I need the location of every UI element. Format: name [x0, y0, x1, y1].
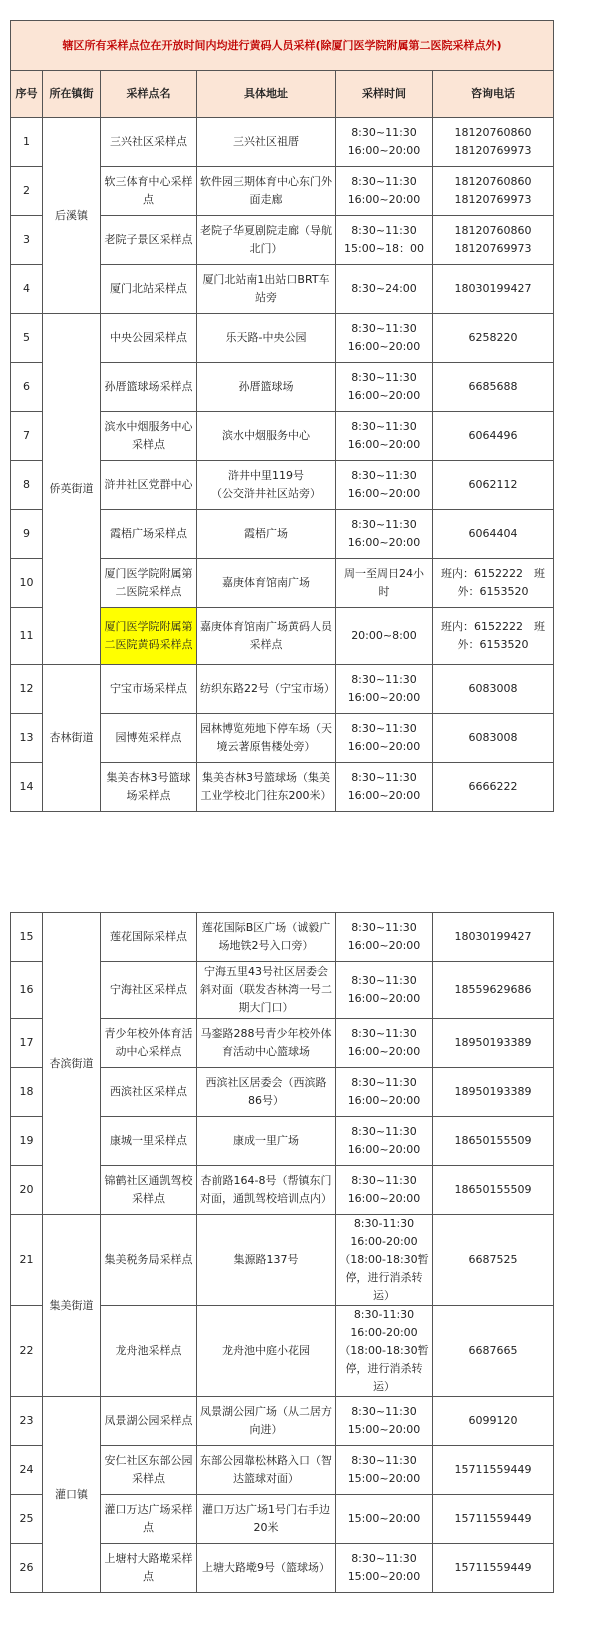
row-number: 24 — [11, 1446, 43, 1495]
site-name: 厦门医学院附属第二医院采样点 — [101, 559, 197, 608]
header-address: 具体地址 — [197, 71, 336, 118]
table-row — [11, 665, 554, 714]
contact-phone: 班内：6152222 班外：6153520 — [433, 608, 554, 665]
site-name: 凤景湖公园采样点 — [101, 1397, 197, 1446]
sampling-table-page2 — [10, 912, 554, 1593]
site-name: 集美税务局采样点 — [101, 1215, 197, 1306]
town-name: 灌口镇 — [43, 1397, 101, 1593]
sampling-time: 8:30~11:30 16:00~20:00 — [336, 962, 433, 1019]
site-name: 安仁社区东部公园采样点 — [101, 1446, 197, 1495]
sampling-time: 8:30~11:30 15:00~20:00 — [336, 1544, 433, 1593]
row-number: 23 — [11, 1397, 43, 1446]
site-name: 孙厝篮球场采样点 — [101, 363, 197, 412]
sampling-time: 8:30-11:30 16:00-20:00（18:00-18:30暂停，进行消杀转运） — [336, 1306, 433, 1397]
row-number: 25 — [11, 1495, 43, 1544]
contact-phone: 15711559449 — [433, 1544, 554, 1593]
site-name: 莲花国际采样点 — [101, 913, 197, 962]
site-name: 龙舟池采样点 — [101, 1306, 197, 1397]
site-name: 软三体育中心采样点 — [101, 167, 197, 216]
table-row — [11, 1397, 554, 1446]
site-address: 西滨社区居委会（西滨路86号） — [197, 1068, 336, 1117]
header-site: 采样点名 — [101, 71, 197, 118]
table-row — [11, 314, 554, 363]
sampling-time: 8:30~11:30 16:00~20:00 — [336, 1117, 433, 1166]
contact-phone: 18120760860 18120769973 — [433, 118, 554, 167]
contact-phone: 18120760860 18120769973 — [433, 216, 554, 265]
header-town: 所在镇街 — [43, 71, 101, 118]
sampling-time: 8:30~11:30 16:00~20:00 — [336, 1068, 433, 1117]
row-number: 9 — [11, 510, 43, 559]
contact-phone: 6685688 — [433, 363, 554, 412]
sampling-time: 15:00~20:00 — [336, 1495, 433, 1544]
row-number: 8 — [11, 461, 43, 510]
sampling-table-page1 — [10, 20, 554, 812]
sampling-time: 8:30~24:00 — [336, 265, 433, 314]
site-address: 纺织东路22号（宁宝市场） — [197, 665, 336, 714]
site-name: 青少年校外体育活动中心采样点 — [101, 1019, 197, 1068]
site-address: 三兴社区祖厝 — [197, 118, 336, 167]
sampling-time: 8:30~11:30 15:00~18：00 — [336, 216, 433, 265]
contact-phone: 15711559449 — [433, 1495, 554, 1544]
site-name: 三兴社区采样点 — [101, 118, 197, 167]
site-address: 乐天路-中央公园 — [197, 314, 336, 363]
site-name: 中央公园采样点 — [101, 314, 197, 363]
contact-phone: 18650155509 — [433, 1166, 554, 1215]
contact-phone: 6258220 — [433, 314, 554, 363]
contact-phone: 班内：6152222 班外：6153520 — [433, 559, 554, 608]
contact-phone: 6687665 — [433, 1306, 554, 1397]
town-name: 后溪镇 — [43, 118, 101, 314]
contact-phone: 6666222 — [433, 763, 554, 812]
site-address: 集美杏林3号篮球场（集美工业学校北门往东200米） — [197, 763, 336, 812]
site-name: 浒井社区党群中心 — [101, 461, 197, 510]
site-name: 锦鹤社区通凯驾校采样点 — [101, 1166, 197, 1215]
page1-body — [11, 118, 554, 812]
contact-phone: 18950193389 — [433, 1068, 554, 1117]
site-address: 园林博览苑地下停车场（天境云著原售楼处旁） — [197, 714, 336, 763]
header-no: 序号 — [11, 71, 43, 118]
site-name: 宁海社区采样点 — [101, 962, 197, 1019]
site-name: 上塘村大路墘采样点 — [101, 1544, 197, 1593]
sampling-time: 8:30~11:30 16:00~20:00 — [336, 167, 433, 216]
site-address: 嘉庚体育馆南广场 — [197, 559, 336, 608]
site-name: 霞梧广场采样点 — [101, 510, 197, 559]
site-address: 霞梧广场 — [197, 510, 336, 559]
sampling-time: 8:30~11:30 16:00~20:00 — [336, 412, 433, 461]
sampling-time: 20:00~8:00 — [336, 608, 433, 665]
sampling-time: 8:30~11:30 16:00~20:00 — [336, 363, 433, 412]
row-number: 10 — [11, 559, 43, 608]
contact-phone: 15711559449 — [433, 1446, 554, 1495]
site-address: 滨水中烟服务中心 — [197, 412, 336, 461]
row-number: 3 — [11, 216, 43, 265]
sampling-time: 8:30~11:30 16:00~20:00 — [336, 913, 433, 962]
row-number: 18 — [11, 1068, 43, 1117]
row-number: 26 — [11, 1544, 43, 1593]
header-phone: 咨询电话 — [433, 71, 554, 118]
site-name: 园博苑采样点 — [101, 714, 197, 763]
contact-phone: 18559629686 — [433, 962, 554, 1019]
row-number: 4 — [11, 265, 43, 314]
table-row — [11, 118, 554, 167]
contact-phone: 6687525 — [433, 1215, 554, 1306]
contact-phone: 18030199427 — [433, 265, 554, 314]
row-number: 13 — [11, 714, 43, 763]
header-time: 采样时间 — [336, 71, 433, 118]
site-address: 宁海五里43号社区居委会斜对面（联发杏林湾一号二期大门口） — [197, 962, 336, 1019]
site-address: 凤景湖公园广场（从二居方向进） — [197, 1397, 336, 1446]
site-name: 西滨社区采样点 — [101, 1068, 197, 1117]
site-address: 嘉庚体育馆南广场黄码人员采样点 — [197, 608, 336, 665]
sampling-time: 8:30~11:30 16:00~20:00 — [336, 665, 433, 714]
contact-phone: 18120760860 18120769973 — [433, 167, 554, 216]
sampling-time: 8:30~11:30 15:00~20:00 — [336, 1397, 433, 1446]
sampling-time: 8:30-11:30 16:00-20:00（18:00-18:30暂停，进行消杀转运） — [336, 1215, 433, 1306]
site-address: 浒井中里119号 （公交浒井社区站旁） — [197, 461, 336, 510]
row-number: 20 — [11, 1166, 43, 1215]
site-address: 龙舟池中庭小花园 — [197, 1306, 336, 1397]
table-title: 辖区所有采样点位在开放时间内均进行黄码人员采样(除厦门医学院附属第二医院采样点外) — [11, 21, 554, 71]
sampling-time: 8:30~11:30 16:00~20:00 — [336, 714, 433, 763]
site-address: 东部公园靠松林路入口（智达篮球对面） — [197, 1446, 336, 1495]
row-number: 5 — [11, 314, 43, 363]
sampling-time: 8:30~11:30 15:00~20:00 — [336, 1446, 433, 1495]
site-address: 孙厝篮球场 — [197, 363, 336, 412]
town-name: 侨英街道 — [43, 314, 101, 665]
site-address: 马銮路288号青少年校外体育活动中心篮球场 — [197, 1019, 336, 1068]
contact-phone: 6064496 — [433, 412, 554, 461]
site-name: 集美杏林3号篮球场采样点 — [101, 763, 197, 812]
site-address: 灌口万达广场1号门右手边20米 — [197, 1495, 336, 1544]
contact-phone: 6083008 — [433, 665, 554, 714]
table-row — [11, 1215, 554, 1306]
contact-phone: 18030199427 — [433, 913, 554, 962]
site-name: 宁宝市场采样点 — [101, 665, 197, 714]
contact-phone: 18950193389 — [433, 1019, 554, 1068]
row-number: 2 — [11, 167, 43, 216]
sampling-time: 8:30~11:30 16:00~20:00 — [336, 118, 433, 167]
row-number: 21 — [11, 1215, 43, 1306]
site-address: 厦门北站南1出站口BRT车站旁 — [197, 265, 336, 314]
site-name: 康城一里采样点 — [101, 1117, 197, 1166]
site-address: 上塘大路墘9号（篮球场） — [197, 1544, 336, 1593]
contact-phone: 6062112 — [433, 461, 554, 510]
site-name: 滨水中烟服务中心采样点 — [101, 412, 197, 461]
site-address: 老院子华夏剧院走廊（导航北门） — [197, 216, 336, 265]
row-number: 7 — [11, 412, 43, 461]
row-number: 6 — [11, 363, 43, 412]
row-number: 19 — [11, 1117, 43, 1166]
row-number: 1 — [11, 118, 43, 167]
site-name: 厦门医学院附属第二医院黄码采样点 — [101, 608, 197, 665]
row-number: 11 — [11, 608, 43, 665]
row-number: 16 — [11, 962, 43, 1019]
contact-phone: 6099120 — [433, 1397, 554, 1446]
contact-phone: 6083008 — [433, 714, 554, 763]
site-address: 杏前路164-8号（帮镇东门对面，通凯驾校培训点内） — [197, 1166, 336, 1215]
town-name: 集美街道 — [43, 1215, 101, 1397]
sampling-time: 8:30~11:30 16:00~20:00 — [336, 314, 433, 363]
site-name: 老院子景区采样点 — [101, 216, 197, 265]
sampling-time: 8:30~11:30 16:00~20:00 — [336, 461, 433, 510]
row-number: 14 — [11, 763, 43, 812]
sampling-time: 8:30~11:30 16:00~20:00 — [336, 1166, 433, 1215]
row-number: 15 — [11, 913, 43, 962]
row-number: 17 — [11, 1019, 43, 1068]
site-address: 莲花国际B区广场（诚毅广场地铁2号入口旁） — [197, 913, 336, 962]
site-address: 集源路137号 — [197, 1215, 336, 1306]
row-number: 12 — [11, 665, 43, 714]
row-number: 22 — [11, 1306, 43, 1397]
site-address: 软件园三期体育中心东门外面走廊 — [197, 167, 336, 216]
sampling-time: 8:30~11:30 16:00~20:00 — [336, 510, 433, 559]
sampling-time: 8:30~11:30 16:00~20:00 — [336, 763, 433, 812]
town-name: 杏滨街道 — [43, 913, 101, 1215]
table-row — [11, 913, 554, 962]
site-address: 康成一里广场 — [197, 1117, 336, 1166]
sampling-time: 8:30~11:30 16:00~20:00 — [336, 1019, 433, 1068]
contact-phone: 6064404 — [433, 510, 554, 559]
page2-body — [11, 913, 554, 1593]
sampling-time: 周一至周日24小时 — [336, 559, 433, 608]
contact-phone: 18650155509 — [433, 1117, 554, 1166]
site-name: 厦门北站采样点 — [101, 265, 197, 314]
town-name: 杏林街道 — [43, 665, 101, 812]
site-name: 灌口万达广场采样点 — [101, 1495, 197, 1544]
